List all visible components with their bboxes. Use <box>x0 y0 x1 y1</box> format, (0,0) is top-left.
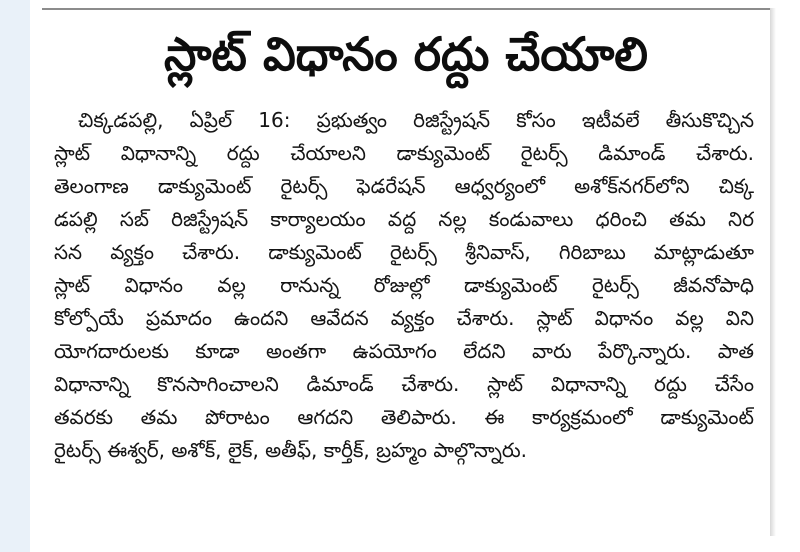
article-line: కోల్పోయే ప్రమాదం ఉందని ఆవేదన వ్యక్తం చేశారు. స్లాట్ విధానం వల్ల విని <box>54 306 754 330</box>
article-headline: స్లాట్ విధానం రద్దు చేయాలి <box>164 27 648 81</box>
article-line: తెలంగాణ డాక్యుమెంట్ రైటర్స్ ఫెడరేషన్ ఆధ్వర్యంలో అశోక్‌నగర్‌లోని చిక్క <box>54 174 754 198</box>
article-line: తవరకు తమ పోరాటం ఆగదని తెలిపారు. ఈ కార్యక్రమంలో డాక్యుమెంట్ <box>54 405 754 429</box>
background-strip <box>0 0 30 552</box>
newspaper-clipping <box>42 8 770 536</box>
article-line: చిక్కడపల్లి, ఏప్రిల్ 16: ప్రభుత్వం రిజిస్ట్రేషన్ కోసం ఇటీవలే తీసుకొచ్చిన <box>78 108 754 132</box>
top-divider <box>42 8 770 10</box>
article-line: యోగదారులకు కూడా అంతగా ఉపయోగం లేదని వారు పేర్కొన్నారు. పాత <box>54 339 754 363</box>
article-line: డపల్లి సబ్ రిజిస్ట్రేషన్ కార్యాలయం వద్ద నల్ల కండువాలు ధరించి తమ నిర <box>54 207 754 231</box>
article-body <box>54 104 754 467</box>
article-line: సన వ్యక్తం చేశారు. డాక్యుమెంట్ రైటర్స్ శ్రీనివాస్, గిరిబాబు మాట్లాడుతూ <box>54 240 754 264</box>
article-line: స్లాట్ విధానాన్ని రద్దు చేయాలని డాక్యుమెంట్ రైటర్స్ డిమాండ్ చేశారు. <box>54 141 754 165</box>
article-line: స్లాట్ విధానం వల్ల రానున్న రోజుల్లో డాక్యుమెంట్ రైటర్స్ జీవనోపాధి <box>54 273 754 297</box>
article-line: విధానాన్ని కొనసాగించాలని డిమాండ్ చేశారు. స్లాట్ విధానాన్ని రద్దు చేసేం <box>54 372 754 396</box>
page-edge-shadow <box>770 8 776 536</box>
article-line: రైటర్స్ ఈశ్వర్, అశోక్, లైక్, అతీఫ్, కార్తీక్, బ్రహ్మం పాల్గొన్నారు. <box>54 438 528 462</box>
